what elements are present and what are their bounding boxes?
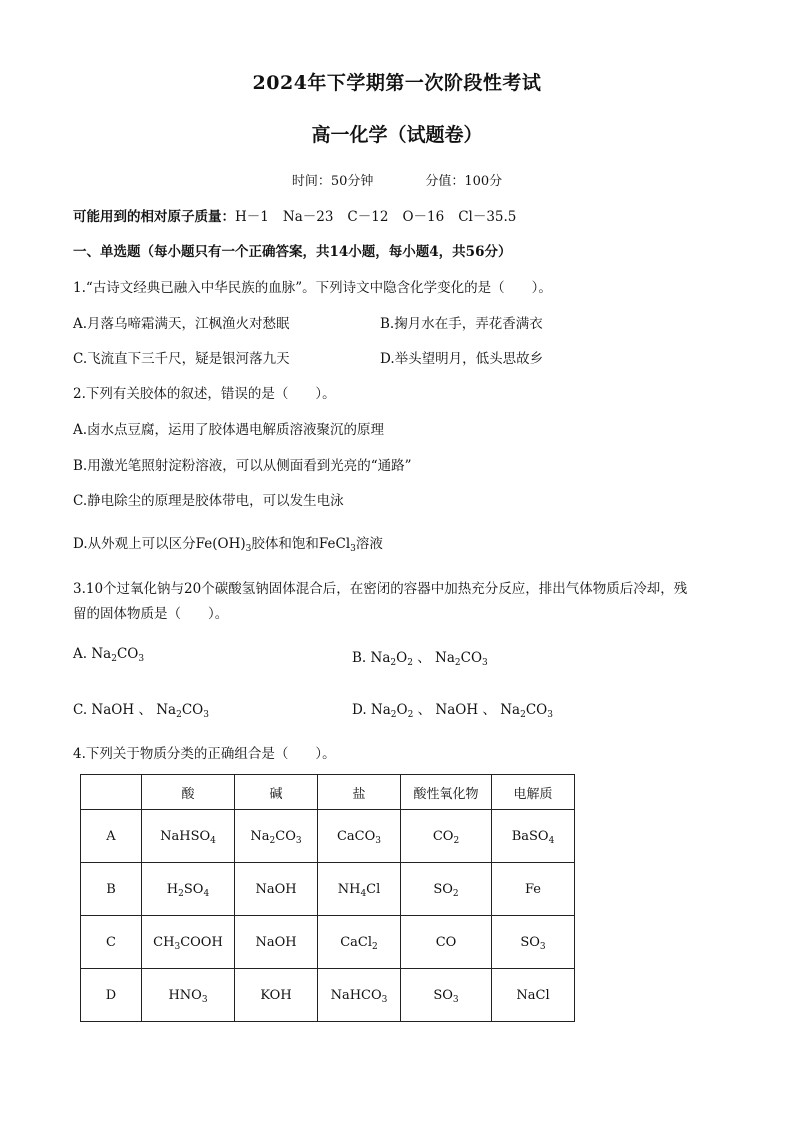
table-cell: CaCO$_3$: [318, 810, 401, 863]
row-label-b: B: [81, 863, 142, 916]
q1-option-d: D.举头望明月，低头思故乡: [380, 351, 544, 367]
table-cell: $H_2SO_4$: [142, 863, 235, 916]
row-label-c: C: [81, 916, 142, 969]
row-label-d: D: [81, 969, 142, 1022]
q2-option-b: B.用激光笔照射淀粉溶液，可以从侧面看到光亮的“通路”: [73, 458, 412, 474]
q3-stem-line2: 留的固体物质是（ ）。: [73, 606, 229, 622]
table-cell: CO: [401, 916, 492, 969]
table-header-cell: 酸性氧化物: [401, 775, 492, 810]
table-row: [81, 863, 575, 916]
formula-fe-oh-3: $Fe(OH)_3$: [195, 536, 252, 554]
classification-table: [80, 774, 575, 1022]
table-cell: NaHSO$_4$: [142, 810, 235, 863]
table-cell: BaSO$_4$: [492, 810, 575, 863]
table-cell: NaCl: [492, 969, 575, 1022]
table-header-row: [81, 775, 575, 810]
section-heading: 一、单选题（每小题只有一个正确答案，共14小题，每小题4，共56分）: [73, 244, 512, 260]
table-cell: NaHCO$_3$: [318, 969, 401, 1022]
table-cell: $Na_2CO_3$: [235, 810, 318, 863]
q1-stem: 1.“古诗文经典已融入中华民族的血脉”。下列诗文中隐含化学变化的是（ ）。: [73, 280, 552, 296]
table-cell: $CO_2$: [401, 810, 492, 863]
atomic-masses-label: 可能用到的相对原子质量：: [73, 209, 235, 225]
table-cell: $NH_4Cl$: [318, 863, 401, 916]
row-label-a: A: [81, 810, 142, 863]
exam-subtitle: 高一化学（试题卷）: [311, 124, 483, 146]
table-header-cell: 电解质: [492, 775, 575, 810]
q2-option-d-suffix: 溶液: [355, 536, 383, 552]
table-cell: NaOH: [235, 863, 318, 916]
q1-option-b: B.掬月水在手，弄花香满衣: [380, 316, 543, 332]
q4-stem: 4.下列关于物质分类的正确组合是（ ）。: [73, 746, 336, 762]
q3-option-b: B. $Na_2O_2$ 、 $Na_2CO_3$: [352, 650, 488, 668]
q3-option-a: A. $Na_2CO_3$: [73, 646, 145, 664]
table-cell: NaOH: [235, 916, 318, 969]
q1-option-a: A.月落乌啼霜满天，江枫渔火对愁眠: [73, 316, 290, 332]
exam-title: 2024年下学期第一次阶段性考试: [252, 72, 542, 94]
table-row: [81, 969, 575, 1022]
table-header-cell: 盐: [318, 775, 401, 810]
table-cell: $HNO_3$: [142, 969, 235, 1022]
exam-meta: [0, 170, 794, 189]
table-header-cell: [81, 775, 142, 810]
q2-stem: 2.下列有关胶体的叙述，错误的是（ ）。: [73, 386, 336, 402]
table-row: [81, 916, 575, 969]
q3-option-c: C. NaOH 、 $Na_2CO_3$: [73, 702, 209, 720]
table-row: [81, 810, 575, 863]
mass-h: H－1: [235, 209, 269, 225]
table-cell: Fe: [492, 863, 575, 916]
q2-option-a: A.卤水点豆腐，运用了胶体遇电解质溶液聚沉的原理: [73, 422, 385, 438]
mass-c: C－12: [347, 209, 389, 225]
atomic-masses: [73, 205, 516, 225]
table-header-cell: 酸: [142, 775, 235, 810]
table-cell: $SO_2$: [401, 863, 492, 916]
mass-na: Na－23: [282, 209, 334, 225]
table-cell: $SO_3$: [492, 916, 575, 969]
mass-cl: Cl－35.5: [458, 209, 517, 225]
q2-option-d-prefix: D.从外观上可以区分: [73, 536, 196, 552]
table-header-cell: 碱: [235, 775, 318, 810]
q3-stem-line1: 3.10个过氧化钠与20个碳酸氢钠固体混合后，在密闭的容器中加热充分反应，排出气体物质后冷却，残: [73, 581, 688, 597]
q1-option-c: C.飞流直下三千尺，疑是银河落九天: [73, 351, 290, 367]
q3-option-d: D. $Na_2O_2$ 、 NaOH 、 $Na_2CO_3$: [352, 702, 553, 720]
q2-option-d: [73, 532, 383, 552]
exam-time: 时间：50分钟: [291, 174, 374, 189]
table-cell: CaCl$_2$: [318, 916, 401, 969]
q2-option-c: C.静电除尘的原理是胶体带电，可以发生电泳: [73, 493, 344, 509]
q2-option-d-mid: 胶体和饱和: [251, 536, 319, 552]
table-cell: $CH_3COOH$: [142, 916, 235, 969]
formula-fecl3: FeCl$_3$: [318, 536, 356, 554]
mass-o: O－16: [402, 209, 445, 225]
table-cell: $SO_3$: [401, 969, 492, 1022]
exam-score: 分值：100分: [425, 174, 503, 189]
table-cell: KOH: [235, 969, 318, 1022]
